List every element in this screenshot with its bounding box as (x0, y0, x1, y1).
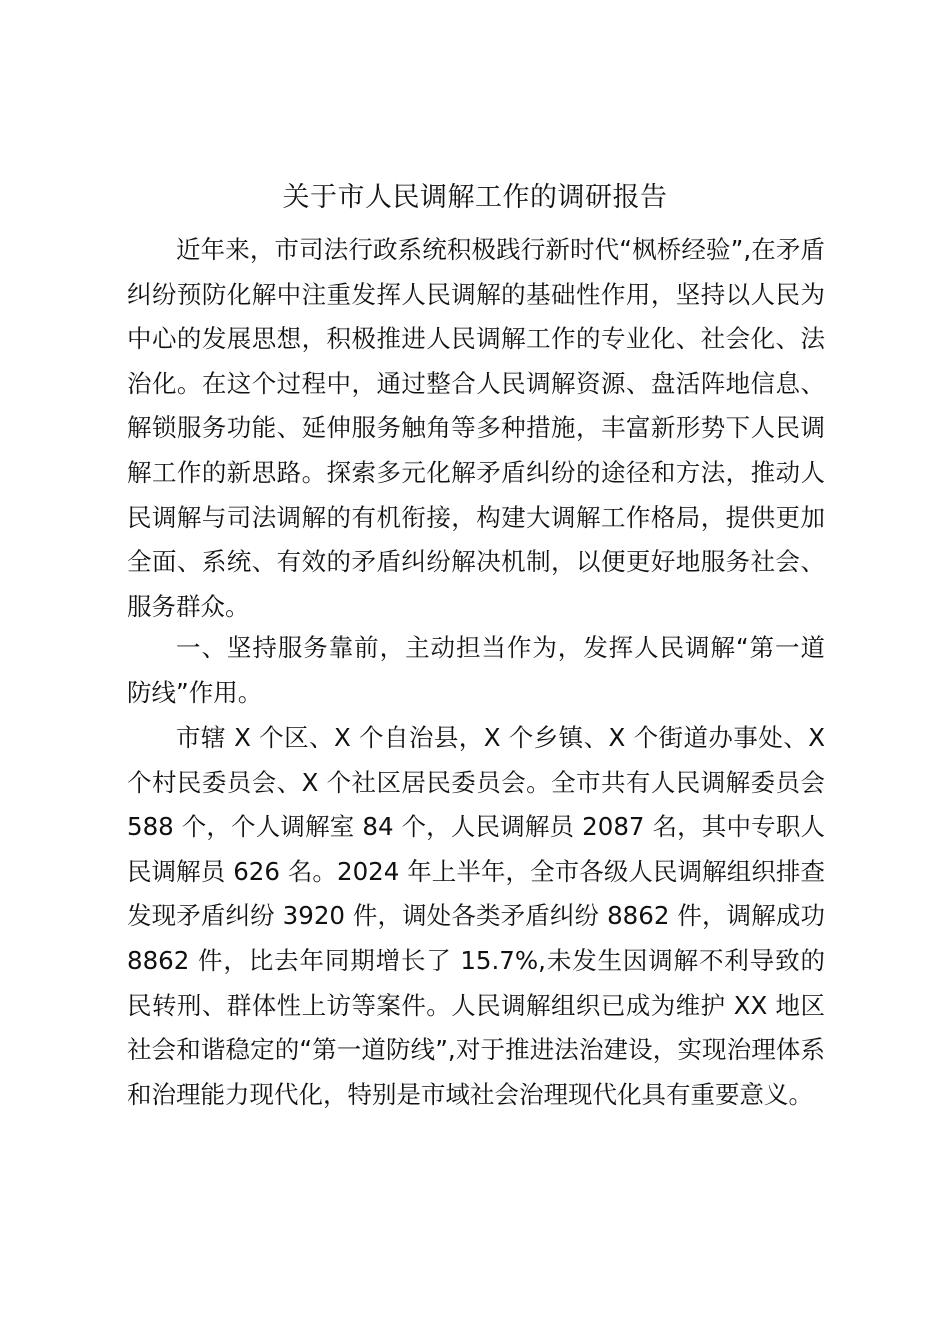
paragraph-section-1: 市辖 X 个区、X 个自治县，X 个乡镇、X 个街道办事处、X 个村民委员会、X 个社区居民委员会。全市共有人民调解委员会 588 个，个人调解室 84 个，人民调解员 2087 名，其中专职人民调解员 626 名。2024 年上半年，全市各级人民调解组织排查发现矛盾纠纷 3920 件，调处各类矛盾纠纷 8862 件，调解成功 8862 件，比去年同期增长了 15.7%,未发生因调解不利导致的民转刑、群体性上访等案件。人民调解组织已成为维护 XX 地区社会和谐稳定的“第一道防线”,对于推进法治建设，实现治理体系和治理能力现代化，特别是市域社会治理现代化具有重要意义。 (127, 723, 825, 1109)
paragraph-intro: 近年来，市司法行政系统积极践行新时代“枫桥经验”,在矛盾纠纷预防化解中注重发挥人民调解的基础性作用，坚持以人民为中心的发展思想，积极推进人民调解工作的专业化、社会化、法治化。在这个过程中，通过整合人民调解资源、盘活阵地信息、解锁服务功能、延伸服务触角等多种措施，丰富新形势下人民调解工作的新思路。探索多元化解矛盾纠纷的途径和方法，推动人民调解与司法调解的有机衔接，构建大调解工作格局，提供更加全面、系统、有效的矛盾纠纷解决机制，以便更好地服务社会、服务群众。 (127, 235, 825, 621)
document-title: 关于市人民调解工作的调研报告 (282, 182, 668, 213)
section-heading-1: 一、坚持服务靠前，主动担当作为，发挥人民调解“第一道防线”作用。 (127, 633, 825, 707)
